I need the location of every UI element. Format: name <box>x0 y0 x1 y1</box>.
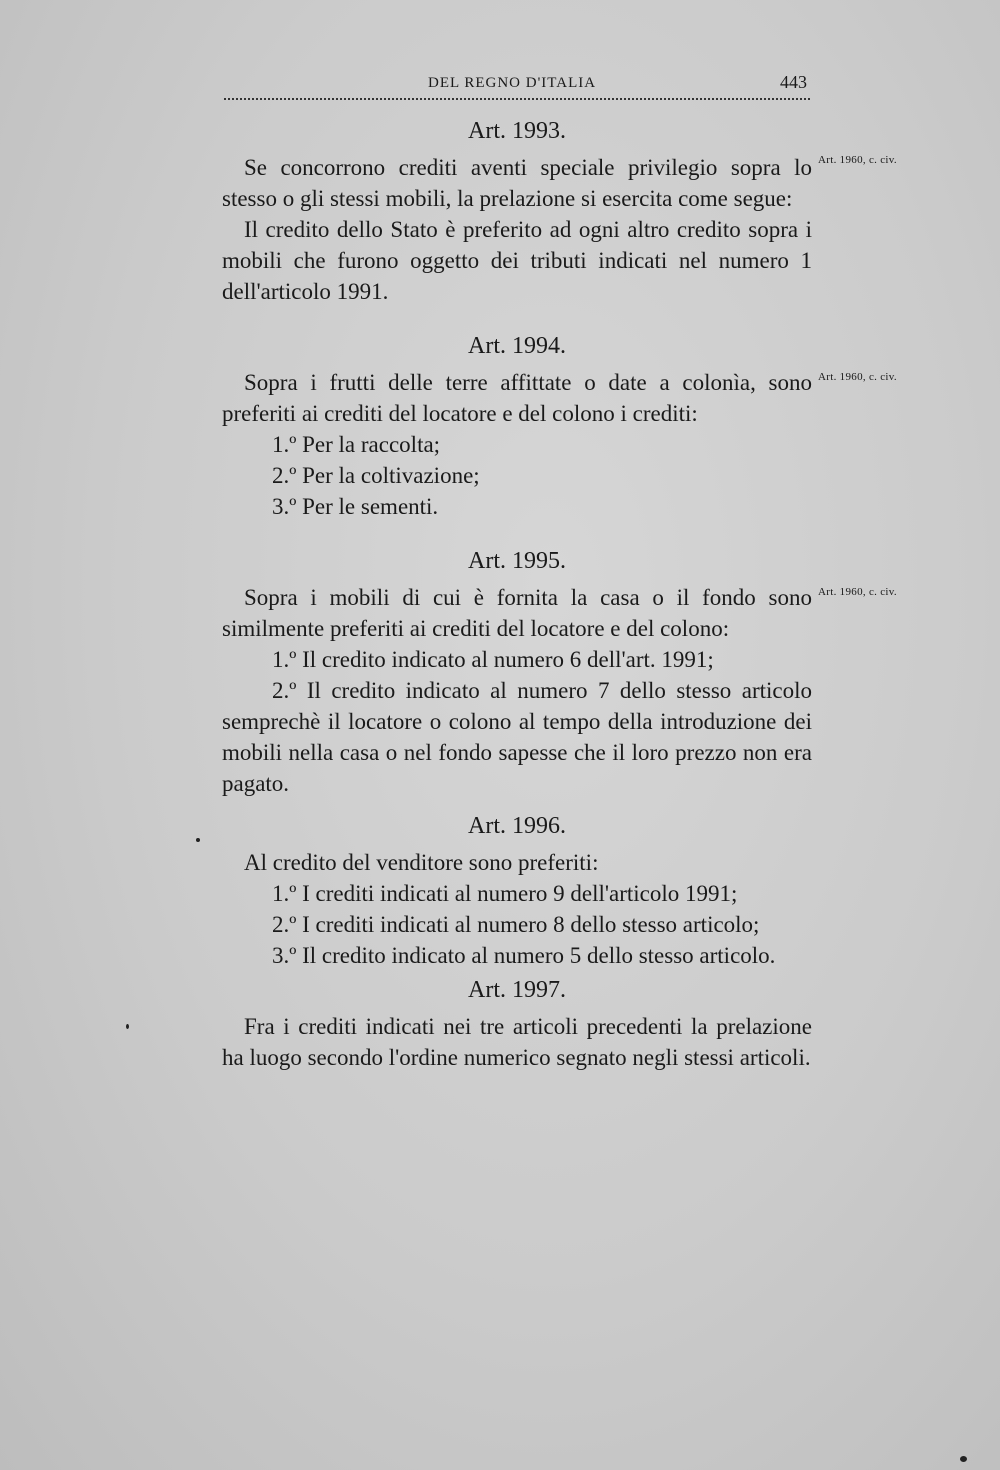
list-item: 1.º I crediti indicati al numero 9 dell'articolo 1991; <box>272 881 738 906</box>
list-item: 1.º Per la raccolta; <box>272 432 441 457</box>
paper-speck <box>126 1024 129 1029</box>
article-heading: Art. 1995. <box>468 548 566 574</box>
margin-note-1995: Art. 1960, c. civ. <box>818 586 897 598</box>
paper-speck <box>196 838 200 842</box>
running-title: DEL REGNO D'ITALIA <box>428 75 597 91</box>
article-paragraph: Al credito del venditore sono preferiti: <box>244 850 599 875</box>
header-dotted-rule <box>224 98 810 100</box>
article-paragraph: Sopra i mobili di cui è fornita la casa o il fondo sono similmente preferiti ai crediti del locatore e del colono: <box>222 585 812 641</box>
page-number: 443 <box>780 72 807 92</box>
list-item: 2.º Il credito indicato al numero 7 dello stesso articolo semprechè il locatore o colono al tempo della introduzione dei mobili nella casa o nel fondo sapesse che il loro prezzo non era pagato. <box>222 678 812 796</box>
list-item: 2.º I crediti indicati al numero 8 dello stesso articolo; <box>272 912 760 937</box>
list-item: 1.º Il credito indicato al numero 6 dell'art. 1991; <box>272 647 714 672</box>
article-heading: Art. 1993. <box>468 118 566 144</box>
list-item: 3.º Per le sementi. <box>272 494 439 519</box>
paper-speck <box>960 1456 967 1462</box>
margin-note-1994: Art. 1960, c. civ. <box>818 371 897 383</box>
running-head <box>220 72 815 94</box>
list-item: 2.º Per la coltivazione; <box>272 463 480 488</box>
article-1995 <box>222 546 897 799</box>
list-item: 3.º Il credito indicato al numero 5 dello stesso articolo. <box>272 943 776 968</box>
article-1994 <box>222 331 897 522</box>
article-paragraph: Fra i crediti indicati nei tre articoli precedenti la prelazione ha luogo secondo l'ordine numerico segnato negli stessi articoli. <box>222 1014 812 1070</box>
article-paragraph: Il credito dello Stato è preferito ad ogni altro credito sopra i mobili che furono oggetto dei tributi indicati nel numero 1 dell'articolo 1991. <box>222 217 812 304</box>
article-1997 <box>222 975 812 1073</box>
article-heading: Art. 1997. <box>468 977 566 1003</box>
article-heading: Art. 1994. <box>468 333 566 359</box>
article-paragraph: Sopra i frutti delle terre affittate o date a colonìa, sono preferiti ai crediti del locatore e del colono i crediti: <box>222 370 812 426</box>
article-heading: Art. 1996. <box>468 813 566 839</box>
body-text <box>222 116 897 1073</box>
article-1993 <box>222 116 897 307</box>
article-1996 <box>222 811 812 971</box>
margin-note-1993: Art. 1960, c. civ. <box>818 154 897 166</box>
article-paragraph: Se concorrono crediti aventi speciale privilegio sopra lo stesso o gli stessi mobili, la prelazione si esercita come segue: <box>222 155 812 211</box>
